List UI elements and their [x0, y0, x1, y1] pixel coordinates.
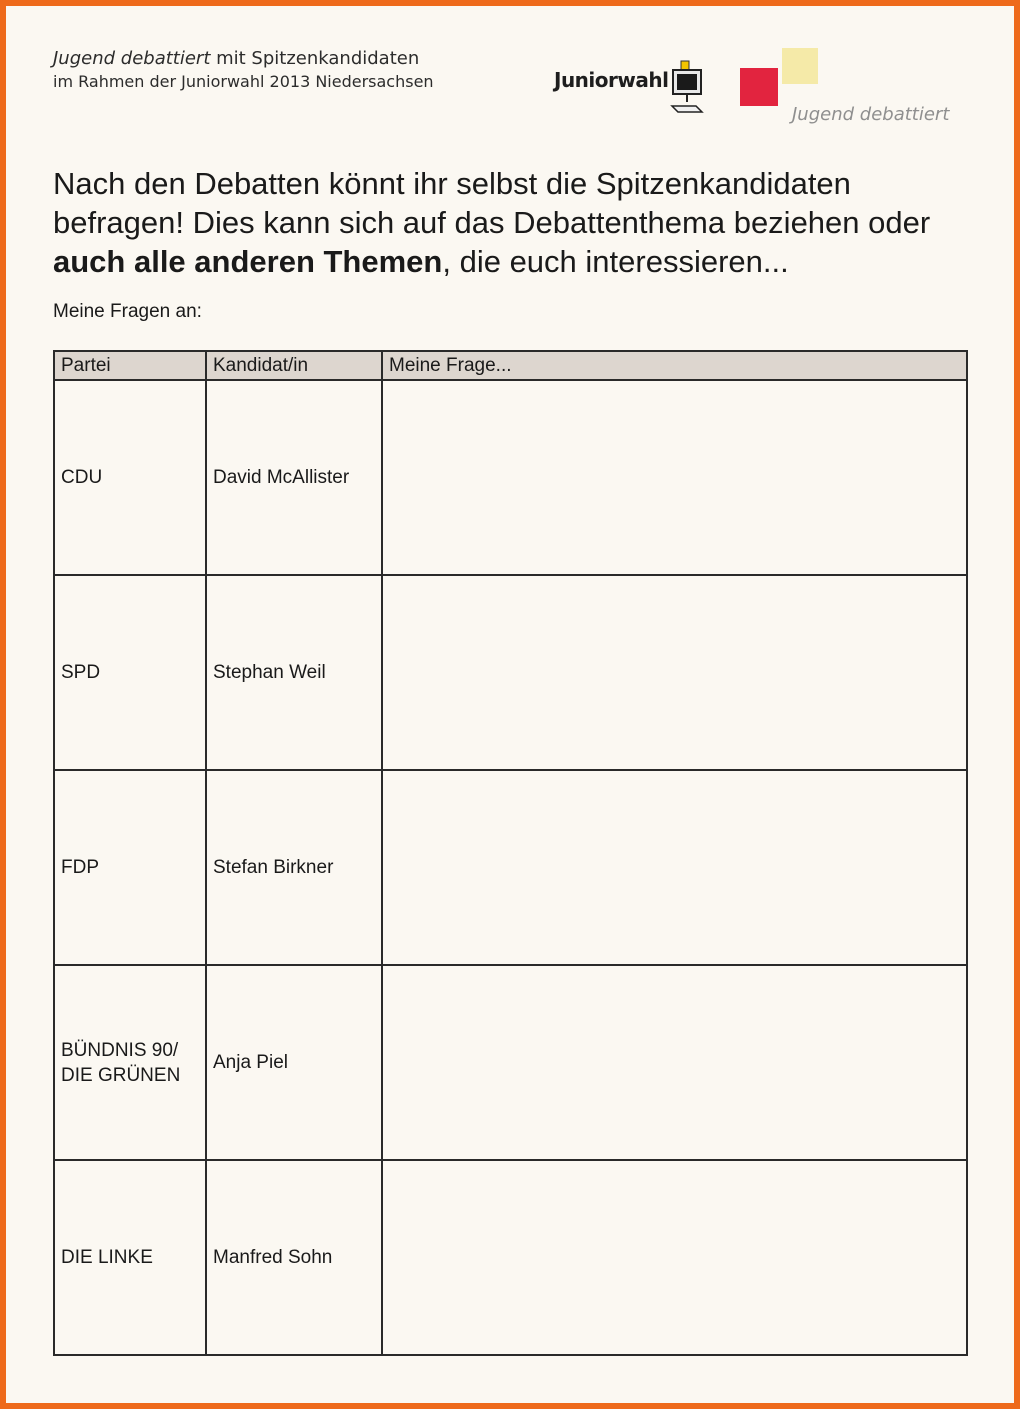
table-row	[54, 770, 967, 965]
question-cell[interactable]	[382, 380, 967, 575]
party-cell: DIE LINKE	[54, 1160, 206, 1355]
table-header-row	[54, 351, 967, 380]
worksheet-page	[6, 6, 1014, 1403]
juniorwahl-logo-text: Juniorwahl	[554, 68, 669, 92]
column-header-candidate: Kandidat/in	[206, 351, 382, 380]
question-cell[interactable]	[382, 575, 967, 770]
juniorwahl-logo	[554, 58, 704, 118]
subheading: Meine Fragen an:	[53, 301, 202, 322]
party-cell: BÜNDNIS 90/ DIE GRÜNEN	[54, 965, 206, 1160]
candidate-cell: David McAllister	[206, 380, 382, 575]
intro-bold-text: auch alle anderen Themen	[53, 244, 443, 279]
header-italic-text: Jugend debattiert	[53, 48, 211, 69]
column-header-question: Meine Frage...	[382, 351, 967, 380]
party-cell: FDP	[54, 770, 206, 965]
candidate-cell: Anja Piel	[206, 965, 382, 1160]
table-row	[54, 575, 967, 770]
candidate-cell: Stefan Birkner	[206, 770, 382, 965]
ballot-computer-icon	[666, 58, 706, 118]
header-line-2: im Rahmen der Juniorwahl 2013 Niedersachsen	[53, 72, 434, 91]
table-row	[54, 1160, 967, 1355]
table-row	[54, 965, 967, 1160]
candidate-cell: Manfred Sohn	[206, 1160, 382, 1355]
questions-table	[53, 350, 968, 1356]
party-cell: CDU	[54, 380, 206, 575]
intro-paragraph	[53, 164, 953, 281]
jugend-debattiert-logo	[740, 46, 970, 136]
question-cell[interactable]	[382, 770, 967, 965]
table-row	[54, 380, 967, 575]
jugend-debattiert-logo-text: Jugend debattiert	[792, 104, 950, 125]
party-cell: SPD	[54, 575, 206, 770]
column-header-party: Partei	[54, 351, 206, 380]
logo-red-square	[740, 68, 778, 106]
intro-text-1: Nach den Debatten könnt ihr selbst die Spitzenkandidaten befragen! Dies kann sich auf das Debattenthema beziehen oder	[53, 166, 931, 240]
question-cell[interactable]	[382, 965, 967, 1160]
candidate-cell: Stephan Weil	[206, 575, 382, 770]
logo-yellow-square	[782, 48, 818, 84]
header-line-1	[53, 48, 419, 69]
header-rest-text: mit Spitzenkandidaten	[210, 48, 420, 69]
intro-text-2: , die euch interessieren...	[442, 244, 789, 279]
question-cell[interactable]	[382, 1160, 967, 1355]
